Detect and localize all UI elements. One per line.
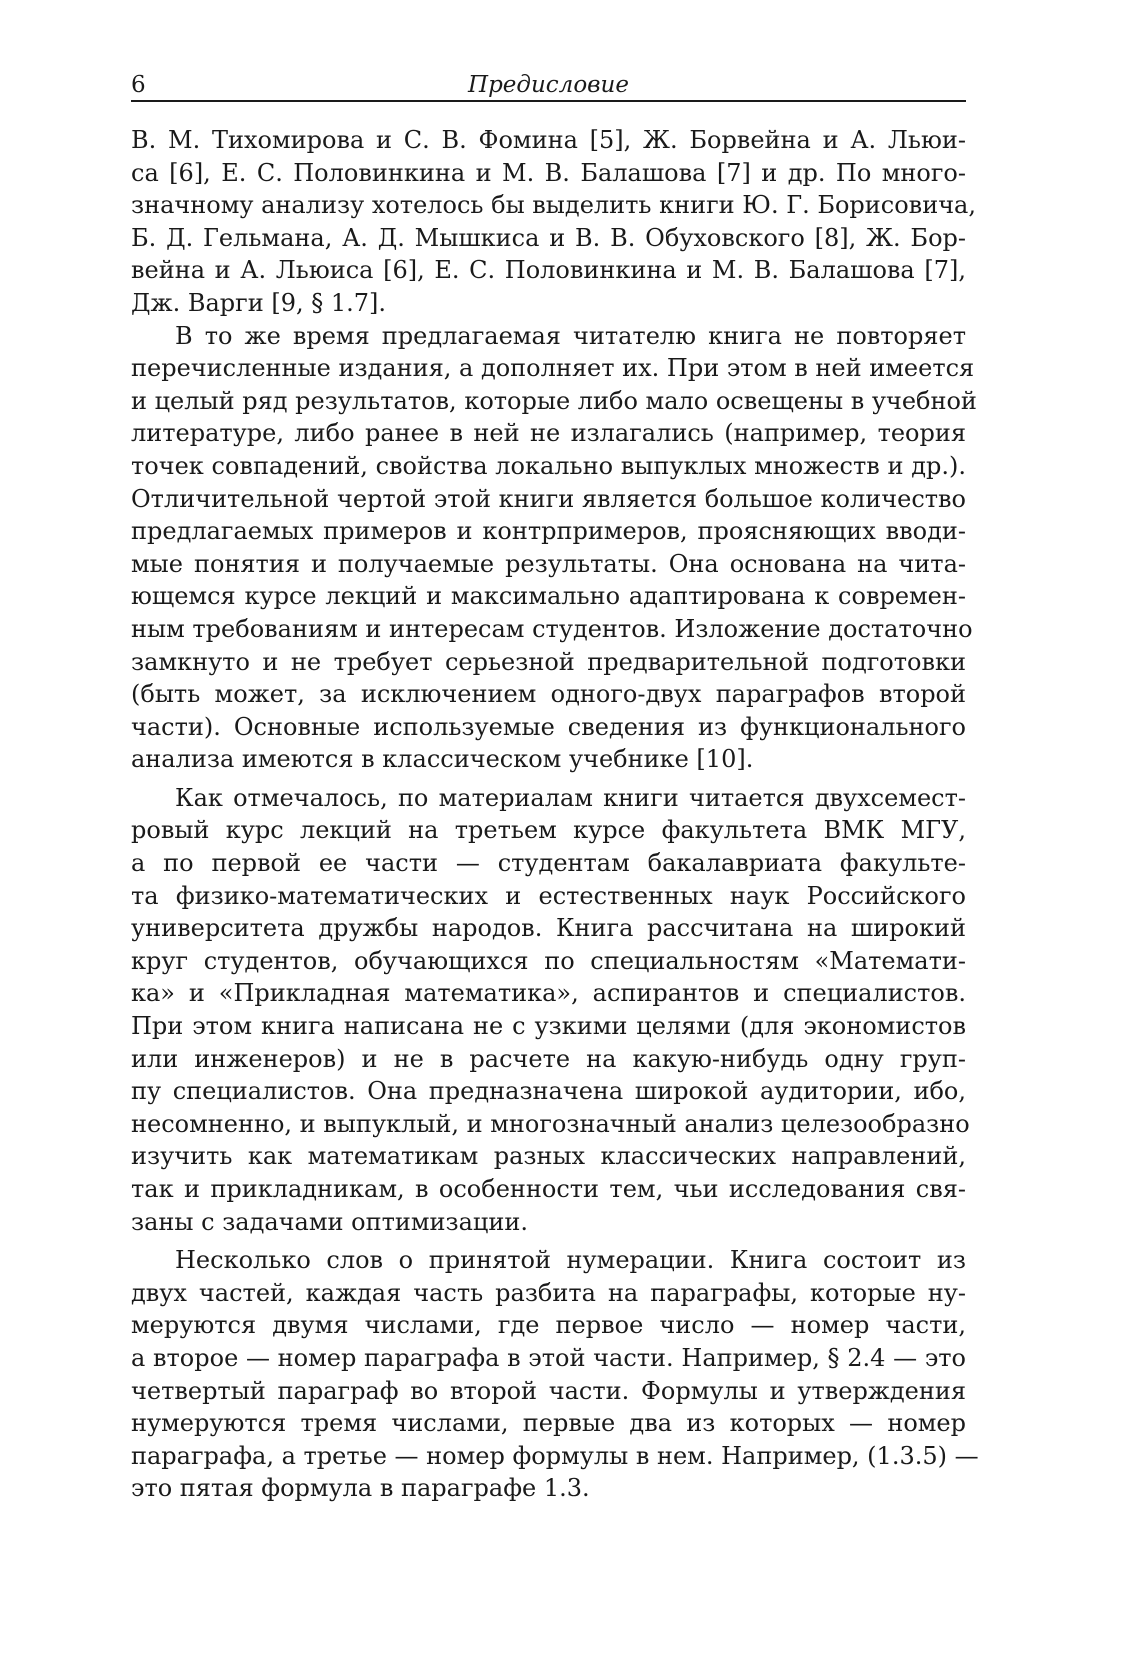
paragraph — [131, 1244, 979, 1505]
text-line: а по первой ее части — студентам бакалавриата факульте- — [131, 849, 966, 878]
text-line: и целый ряд результатов, которые либо мало освещены в учебной — [131, 386, 977, 415]
text-line: точек совпадений, свойства локально выпуклых множеств и др.). — [131, 451, 966, 480]
text-line: значному анализу хотелось бы выделить книги Ю. Г. Борисовича, — [131, 191, 976, 220]
text-line: Несколько слов о принятой нумерации. Книга состоит из — [175, 1246, 966, 1275]
text-line: ка» и «Прикладная математика», аспирантов и специалистов. — [131, 979, 966, 1008]
text-line: перечисленные издания, а дополняет их. При этом в ней имеется — [131, 354, 975, 383]
text-line: ровый курс лекций на третьем курсе факультета ВМК МГУ, — [131, 816, 966, 845]
text-line: несомненно, и выпуклый, и многозначный анализ целезообразно — [131, 1109, 970, 1138]
text-line: изучить как математикам разных классических направлений, — [131, 1142, 966, 1171]
page-number: 6 — [131, 72, 146, 98]
text-line: анализа имеются в классическом учебнике [10]. — [131, 745, 754, 774]
body-text — [131, 124, 979, 1505]
text-line: Как отмечалось, по материалам книги читается двухсемест- — [175, 783, 966, 812]
text-line: При этом книга написана не с узкими целями (для экономистов — [131, 1012, 966, 1041]
text-line: это пятая формула в параграфе 1.3. — [131, 1474, 590, 1503]
book-page — [131, 70, 979, 1505]
text-line: са [6], Е. С. Половинкина и М. В. Балашова [7] и др. По много- — [131, 158, 966, 187]
text-line: нумеруются тремя числами, первые два из которых — номер — [131, 1409, 966, 1438]
text-line: части). Основные используемые сведения из функционального — [131, 712, 966, 741]
text-line: замкнуто и не требует серьезной предварительной подготовки — [131, 647, 966, 676]
chapter-title: Предисловие — [468, 72, 629, 98]
text-line: Б. Д. Гельмана, А. Д. Мышкиса и В. В. Обуховского [8], Ж. Бор- — [131, 223, 966, 252]
text-line: ным требованиям и интересам студентов. Изложение достаточно — [131, 614, 973, 643]
paragraph — [131, 782, 970, 1238]
text-line: мые понятия и получаемые результаты. Она основана на чита- — [131, 549, 966, 578]
text-line: литературе, либо ранее в ней не излагались (например, теория — [131, 419, 966, 448]
text-line: вейна и А. Льюиса [6], Е. С. Половинкина и М. В. Балашова [7], — [131, 256, 966, 285]
text-line: Дж. Варги [9, § 1.7]. — [131, 288, 387, 317]
text-line: университета дружбы народов. Книга рассчитана на широкий — [131, 914, 966, 943]
paragraph — [131, 320, 977, 776]
running-head — [131, 70, 966, 102]
text-line: меруются двумя числами, где первое число — номер части, — [131, 1311, 966, 1340]
text-line: предлагаемых примеров и контрпримеров, проясняющих вводи- — [131, 517, 966, 546]
text-line: круг студентов, обучающихся по специальностям «Математи- — [131, 946, 966, 975]
text-line: пу специалистов. Она предназначена широкой аудитории, ибо, — [131, 1077, 966, 1106]
text-line: двух частей, каждая часть разбита на параграфы, которые ну- — [131, 1278, 966, 1307]
text-line: так и прикладникам, в особенности тем, чьи исследования свя- — [131, 1175, 966, 1203]
text-line: или инженеров) и не в расчете на какую-нибудь одну груп- — [131, 1044, 966, 1073]
text-line: ющемся курсе лекций и максимально адаптирована к современ- — [131, 582, 966, 611]
text-line: заны с задачами оптимизации. — [131, 1207, 528, 1236]
text-line: В то же время предлагаемая читателю книга не повторяет — [175, 321, 966, 350]
text-line: параграфа, а третье — номер формулы в нем. Например, (1.3.5) — — [131, 1441, 979, 1470]
text-line: (быть может, за исключением одного-двух параграфов второй — [131, 680, 966, 709]
text-line: Отличительной чертой этой книги является большое количество — [131, 484, 966, 513]
text-line: а второе — номер параграфа в этой части. Например, § 2.4 — это — [131, 1343, 966, 1372]
text-line: четвертый параграф во второй части. Формулы и утверждения — [131, 1376, 966, 1405]
paragraph — [131, 124, 976, 320]
text-line: та физико-математических и естественных наук Российского — [131, 881, 966, 910]
text-line: В. М. Тихомирова и С. В. Фомина [5], Ж. Борвейна и А. Льюи- — [131, 126, 966, 154]
